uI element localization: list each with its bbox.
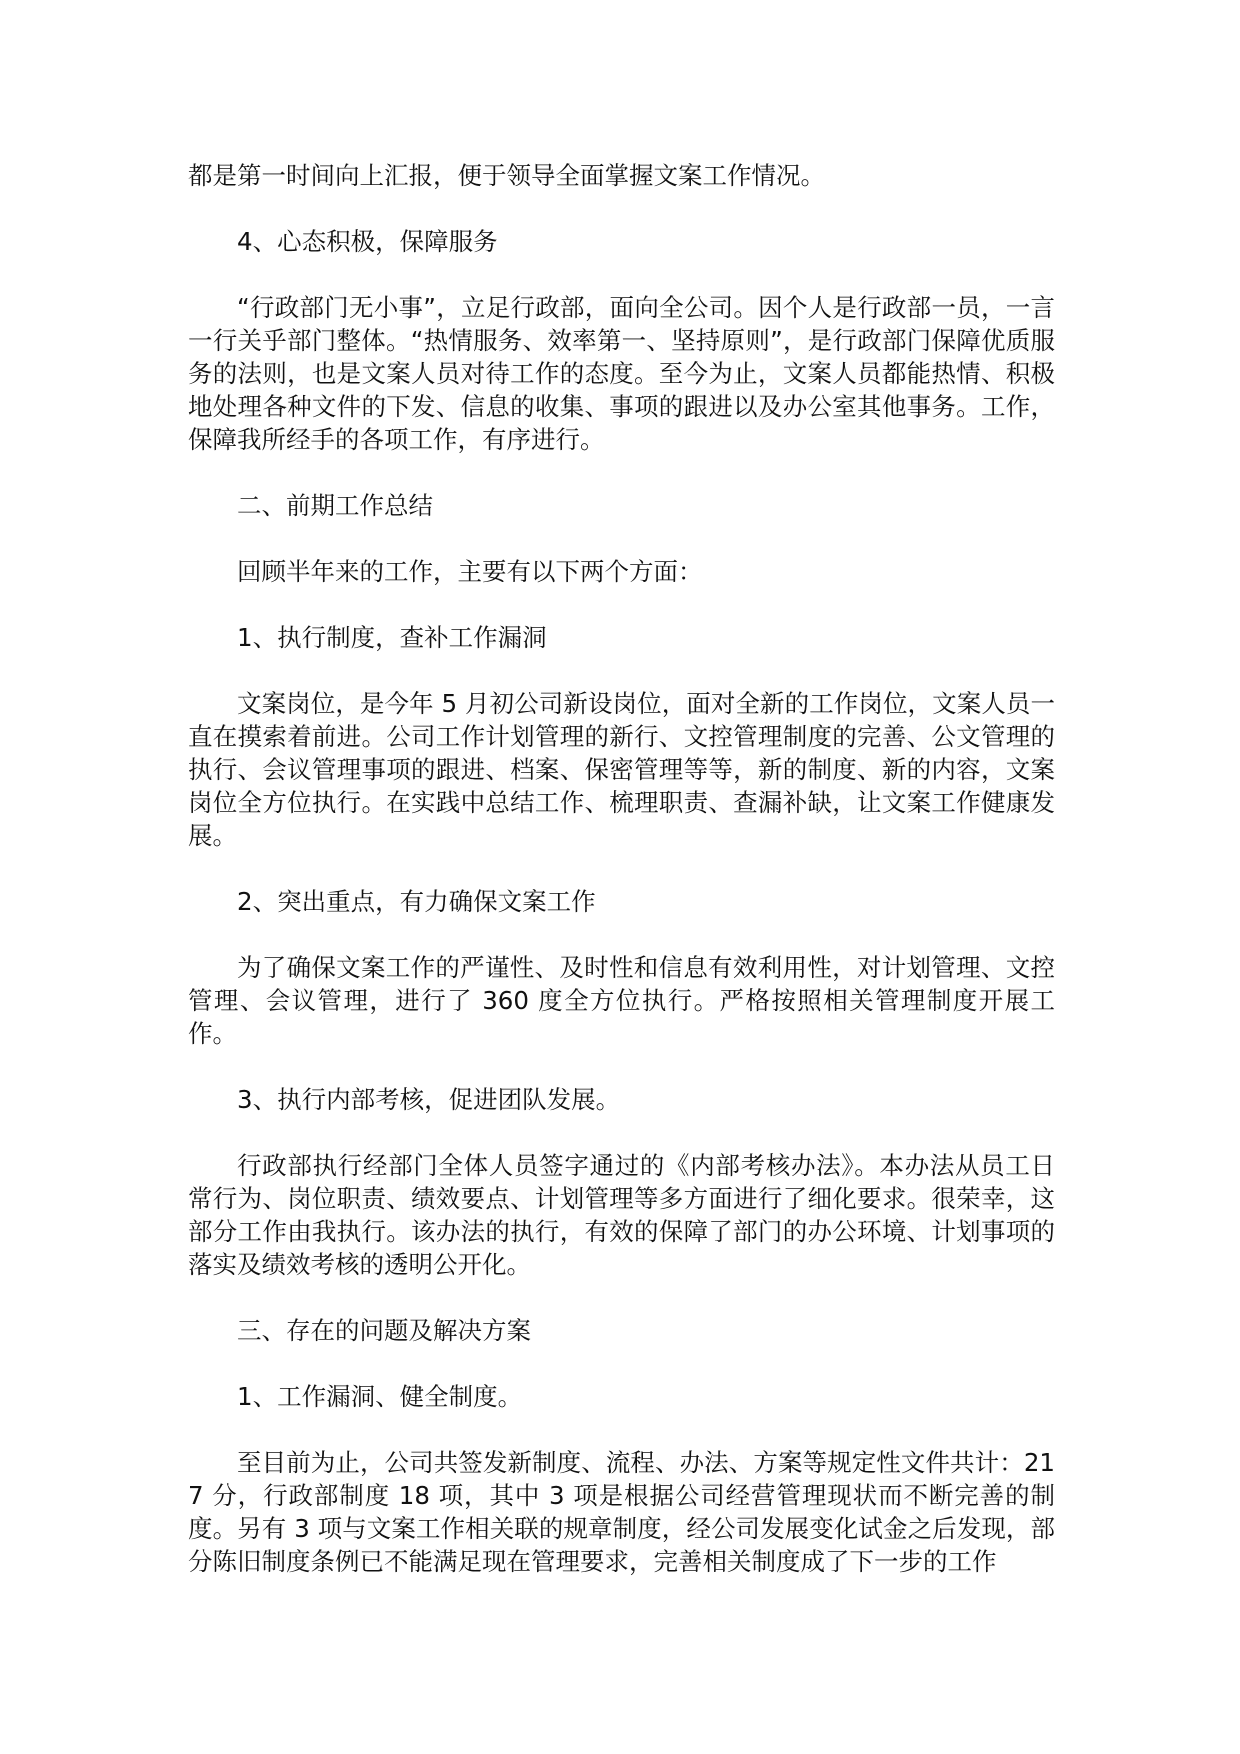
subheading-internal-assessment: 3、执行内部考核，促进团队发展。 [237, 1085, 621, 1114]
subheading-execute-system: 1、执行制度，查补工作漏洞 [237, 623, 547, 652]
paragraph-regulation-count: 至目前为止，公司共签发新制度、流程、办法、方案等规定性文件共计：217 分，行政部制度 18 项，其中 3 项是根据公司经营管理现状而不断完善的制度。另有 3 项与文案工作相关联的规章制度，经公司发展变化试金之后发现，部分陈旧制度条例已不能满足现在管理要求，完善相关制度成了下一步的工作 [188, 1448, 1055, 1576]
paragraph-assessment-measures: 行政部执行经部门全体人员签字通过的《内部考核办法》。本办法从员工日常行为、岗位职责、绩效要点、计划管理等多方面进行了细化要求。很荣幸，这部分工作由我执行。该办法的执行，有效的保障了部门的办公环境、计划事项的落实及绩效考核的透明公开化。 [188, 1151, 1055, 1279]
subheading-system-gaps: 1、工作漏洞、健全制度。 [237, 1382, 523, 1411]
paragraph-copywriting-post: 文案岗位，是今年 5 月初公司新设岗位，面对全新的工作岗位，文案人员一直在摸索着前进。公司工作计划管理的新行、文控管理制度的完善、公文管理的执行、会议管理事项的跟进、档案、保密管理等等，新的制度、新的内容，文案岗位全方位执行。在实践中总结工作、梳理职责、查漏补缺，让文案工作健康发展。 [188, 689, 1055, 850]
section-heading-problems-solutions: 三、存在的问题及解决方案 [237, 1316, 531, 1345]
subheading-positive-attitude: 4、心态积极，保障服务 [237, 227, 498, 256]
paragraph-review-intro: 回顾半年来的工作，主要有以下两个方面： [237, 557, 703, 586]
paragraph-service-principles: “行政部门无小事”，立足行政部，面向全公司。因个人是行政部一员，一言一行关乎部门整体。“热情服务、效率第一、坚持原则”，是行政部门保障优质服务的法则，也是文案人员对待工作的态度。至今为止，文案人员都能热情、积极地处理各种文件的下发、信息的收集、事项的跟进以及办公室其他事务。工作，保障我所经手的各项工作，有序进行。 [188, 293, 1055, 454]
paragraph-ensure-rigor: 为了确保文案工作的严谨性、及时性和信息有效利用性，对计划管理、文控管理、会议管理，进行了 360 度全方位执行。严格按照相关管理制度开展工作。 [188, 953, 1055, 1048]
section-heading-work-summary: 二、前期工作总结 [237, 491, 433, 520]
paragraph-continuation: 都是第一时间向上汇报，便于领导全面掌握文案工作情况。 [188, 161, 825, 190]
document-body [188, 159, 1055, 1578]
subheading-highlight-focus: 2、突出重点，有力确保文案工作 [237, 887, 596, 916]
